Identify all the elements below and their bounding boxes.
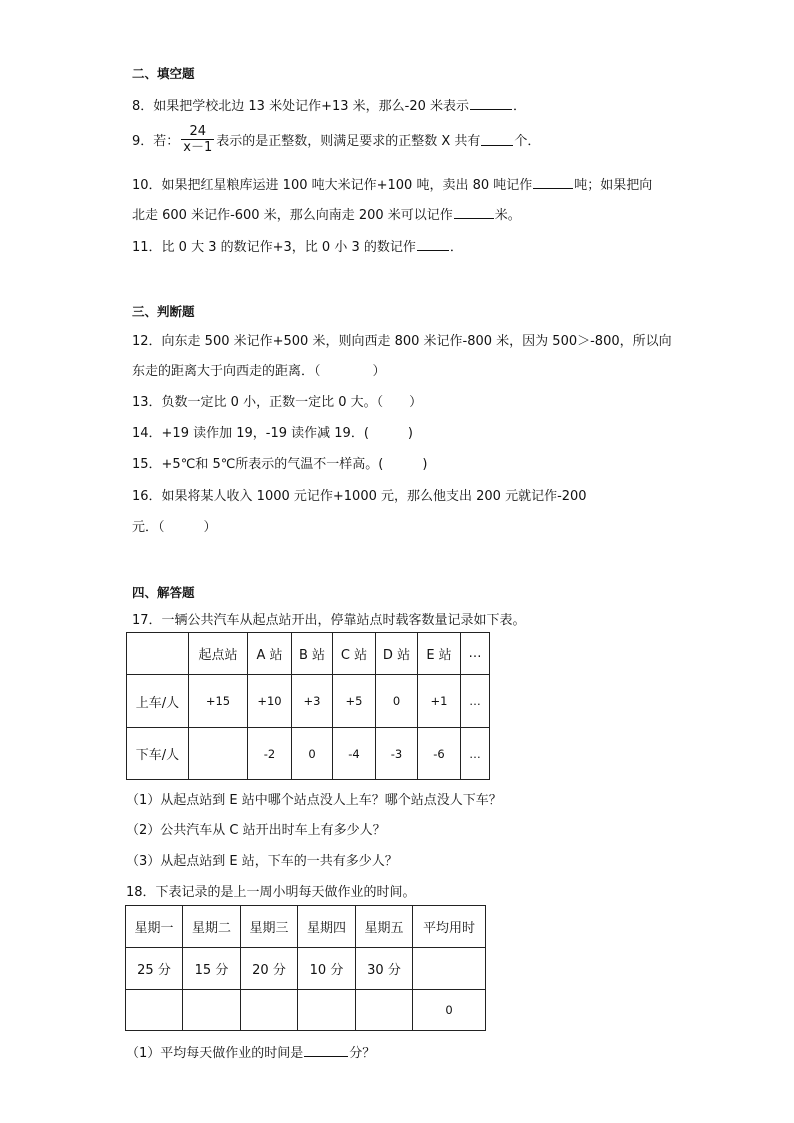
- question-10-line-1: [132, 174, 652, 193]
- question-10-text-b: 吨；如果把向: [574, 178, 653, 193]
- table-header-cell: D 站: [376, 633, 418, 675]
- table-cell: 30 分: [356, 948, 413, 990]
- table-cell: +3: [292, 675, 333, 728]
- question-9-prefix: 9．若：: [132, 134, 180, 149]
- question-8-end: ．: [513, 99, 527, 114]
- table-cell: 0: [292, 728, 333, 780]
- table-cell: 0: [413, 990, 486, 1031]
- table-cell: [189, 728, 248, 780]
- table-cell: +1: [418, 675, 461, 728]
- table-cell: [356, 990, 413, 1031]
- question-14: 14．+19 读作加 19，-19 读作减 19．( ): [132, 426, 413, 441]
- question-10-text-c: 北走 600 米记作-600 米，那么向南走 200 米可以记作: [132, 208, 453, 223]
- question-13: 13．负数一定比 0 小，正数一定比 0 大。（ ）: [132, 395, 423, 410]
- table-header-cell: A 站: [248, 633, 292, 675]
- answer-blank[interactable]: [481, 133, 513, 146]
- question-18-sub-1-text: （1）平均每天做作业的时间是: [126, 1046, 304, 1061]
- table-cell: …: [461, 728, 490, 780]
- table-header-cell: 起点站: [189, 633, 248, 675]
- table-cell: 20 分: [241, 948, 298, 990]
- table-header-cell: E 站: [418, 633, 461, 675]
- question-9: [132, 124, 540, 155]
- table-cell: …: [461, 675, 490, 728]
- question-18-sub-1: [126, 1042, 375, 1061]
- fraction-numerator: 24: [189, 124, 207, 139]
- table-row: [127, 728, 490, 780]
- question-17-sub-2: （2）公共汽车从 C 站开出时车上有多少人？: [126, 823, 386, 838]
- question-10-text-d: 米。: [494, 208, 521, 223]
- fraction-denominator: x－1: [183, 140, 213, 155]
- table-header-cell: B 站: [292, 633, 333, 675]
- question-17-sub-1: （1）从起点站到 E 站中哪个站点没人上车？哪个站点没人下车？: [126, 793, 502, 808]
- question-10-line-2: [132, 204, 521, 223]
- question-15: 15．+5℃和 5℃所表示的气温不一样高。( ): [132, 457, 428, 472]
- question-9-end: 个．: [514, 134, 541, 149]
- question-16-line-1: 16．如果将某人收入 1000 元记作+1000 元，那么他支出 200 元就记作-200: [132, 489, 587, 504]
- answer-blank[interactable]: [533, 176, 573, 189]
- question-16-line-2: 元．（ ）: [132, 520, 217, 535]
- table-header-cell: [127, 633, 189, 675]
- table-cell: [183, 990, 241, 1031]
- table-cell: 上车/人: [127, 675, 189, 728]
- table-header-row: [126, 906, 486, 948]
- table-cell: 下车/人: [127, 728, 189, 780]
- table-cell: -2: [248, 728, 292, 780]
- table-cell: [241, 990, 298, 1031]
- table-cell: -4: [333, 728, 376, 780]
- question-8-text: 8．如果把学校北边 13 米处记作+13 米，那么-20 米表示: [132, 99, 470, 114]
- table-cell: +5: [333, 675, 376, 728]
- table-row: [127, 675, 490, 728]
- table-cell: 25 分: [126, 948, 183, 990]
- table-header-cell: 平均用时: [413, 906, 486, 948]
- answer-blank[interactable]: [304, 1044, 348, 1057]
- table-header-cell: …: [461, 633, 490, 675]
- question-8: [132, 95, 526, 114]
- table-cell: [413, 948, 486, 990]
- section-title-solve: 四、解答题: [132, 585, 195, 600]
- table-cell: 10 分: [298, 948, 356, 990]
- table-header-row: [127, 633, 490, 675]
- table-cell: -3: [376, 728, 418, 780]
- table-cell: 0: [376, 675, 418, 728]
- table-row: [126, 990, 486, 1031]
- table-header-cell: C 站: [333, 633, 376, 675]
- table-cell: 15 分: [183, 948, 241, 990]
- table-cell: +15: [189, 675, 248, 728]
- homework-time-table: [125, 905, 486, 1031]
- table-header-cell: 星期一: [126, 906, 183, 948]
- question-18-sub-1-end: 分？: [349, 1046, 376, 1061]
- question-11-text: 11．比 0 大 3 的数记作+3，比 0 小 3 的数记作: [132, 240, 416, 255]
- table-header-cell: 星期五: [356, 906, 413, 948]
- section-title-fill: 二、填空题: [132, 66, 195, 81]
- question-12-line-2: 东走的距离大于向西走的距离．（ ）: [132, 364, 386, 379]
- question-12-line-1: 12．向东走 500 米记作+500 米，则向西走 800 米记作-800 米，因为 500＞-800，所以向: [132, 334, 672, 349]
- answer-blank[interactable]: [417, 238, 449, 251]
- answer-blank[interactable]: [454, 206, 494, 219]
- question-17-sub-3: （3）从起点站到 E 站，下车的一共有多少人？: [126, 854, 398, 869]
- table-cell: [126, 990, 183, 1031]
- question-17-intro: 17．一辆公共汽车从起点站开出，停靠站点时载客数量记录如下表。: [132, 613, 526, 628]
- question-11-end: ．: [449, 240, 463, 255]
- table-row: [126, 948, 486, 990]
- table-cell: +10: [248, 675, 292, 728]
- bus-passenger-table: [126, 632, 490, 780]
- question-10-text-a: 10．如果把红星粮库运进 100 吨大米记作+100 吨，卖出 80 吨记作: [132, 178, 533, 193]
- question-11: [132, 236, 463, 255]
- section-title-judge: 三、判断题: [132, 304, 195, 319]
- table-header-cell: 星期四: [298, 906, 356, 948]
- table-cell: [298, 990, 356, 1031]
- fraction: [181, 124, 214, 155]
- answer-blank[interactable]: [470, 97, 512, 110]
- table-header-cell: 星期二: [183, 906, 241, 948]
- table-cell: -6: [418, 728, 461, 780]
- table-header-cell: 星期三: [241, 906, 298, 948]
- question-18-intro: 18．下表记录的是上一周小明每天做作业的时间。: [126, 885, 416, 900]
- question-9-text: 表示的是正整数，则满足要求的正整数 X 共有: [216, 134, 481, 149]
